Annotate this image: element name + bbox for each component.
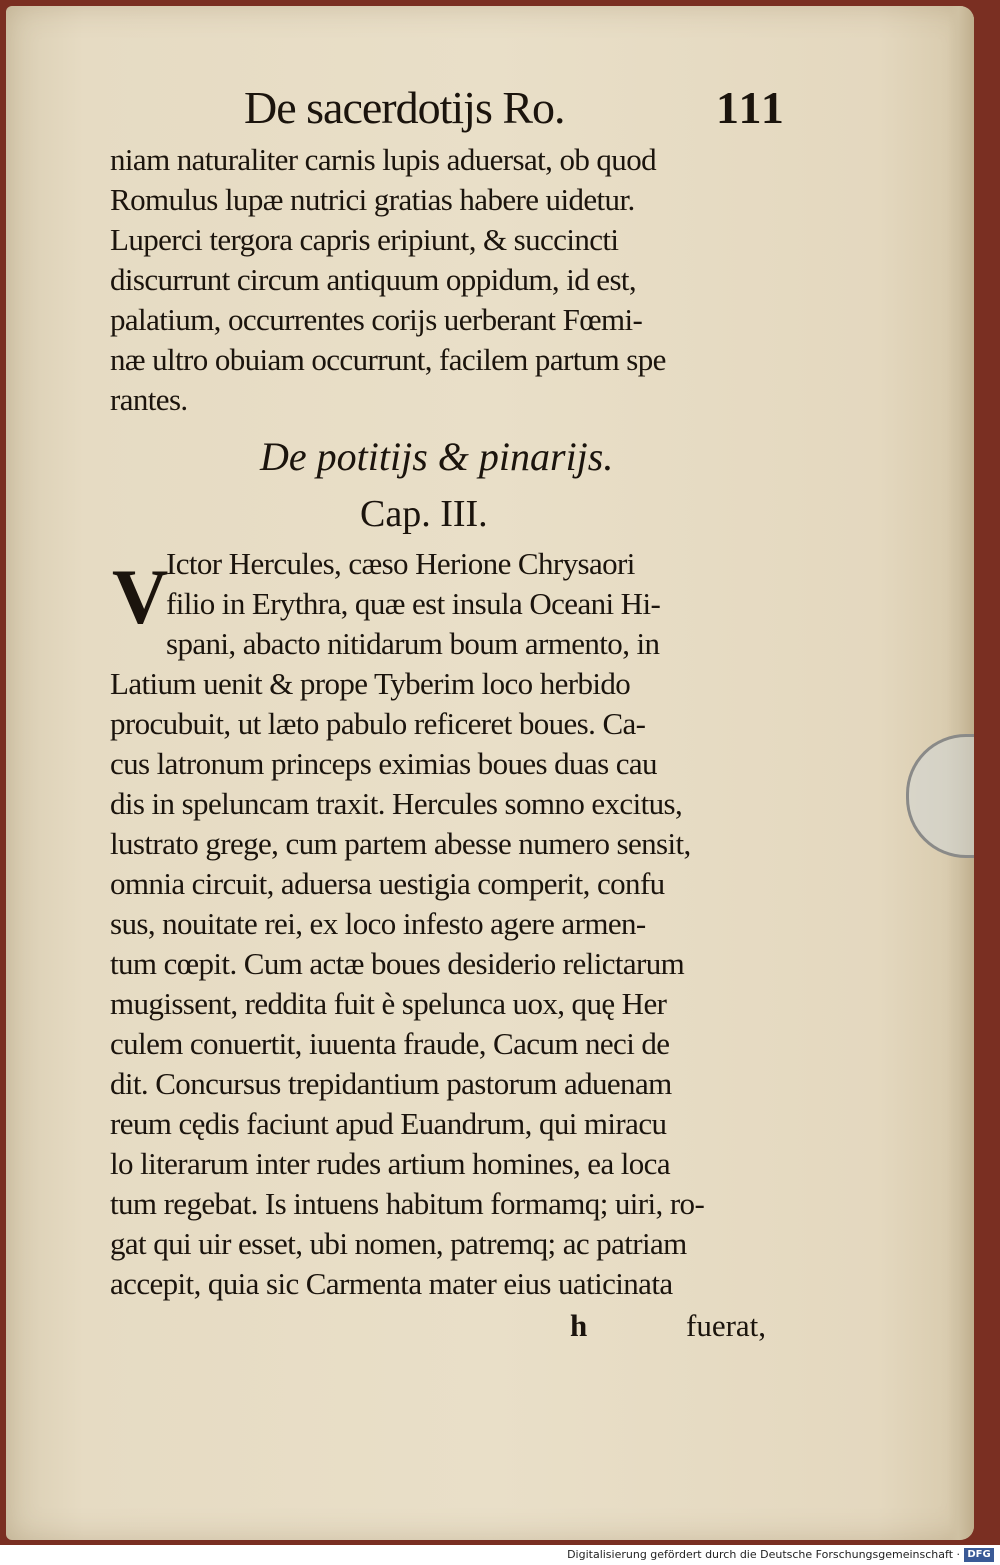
text-line: culem conuertit, iuuenta fraude, Cacum neci de <box>110 1026 670 1061</box>
text-line: dis in speluncam traxit. Hercules somno excitus, <box>110 786 683 821</box>
text-line: spani, abacto nitidarum boum armento, in <box>166 626 660 661</box>
page-text-block <box>110 76 810 1348</box>
text-line: tum regebat. Is intuens habitum formamq; uiri, ro- <box>110 1186 705 1221</box>
text-line: procubuit, ut læto pabulo reficeret boues. Ca- <box>110 706 646 741</box>
text-line: reum cędis faciunt apud Euandrum, qui miracu <box>110 1106 667 1141</box>
running-title: De sacerdotijs Ro. <box>244 82 565 133</box>
running-header <box>110 76 810 140</box>
dfg-logo: DFG <box>964 1548 994 1562</box>
text-line: lustrato grege, cum partem abesse numero sensit, <box>110 826 691 861</box>
catchword: fuerat, <box>686 1308 767 1343</box>
text-line: niam naturaliter carnis lupis aduersat, ob quod <box>110 142 656 177</box>
text-line: Latium uenit & prope Tyberim loco herbido <box>110 666 631 701</box>
text-line: dit. Concursus trepidantium pastorum aduenam <box>110 1066 672 1101</box>
text-line: filio in Erythra, quæ est insula Oceani Hi- <box>166 586 661 621</box>
text-line: Romulus lupæ nutrici gratias habere uidetur. <box>110 182 635 217</box>
text-line: mugissent, reddita fuit è spelunca uox, quę Her <box>110 986 667 1021</box>
text-line: rantes. <box>110 382 188 417</box>
text-line: omnia circuit, aduersa uestigia comperit, confu <box>110 866 665 901</box>
catchline <box>110 1304 810 1348</box>
book-page <box>6 6 974 1540</box>
text-line: lo literarum inter rudes artium homines, ea loca <box>110 1146 671 1181</box>
page-clip <box>906 734 974 858</box>
digitization-footer <box>0 1545 1000 1565</box>
section-title: De potitijs & pinarijs. <box>260 434 614 479</box>
text-line: discurrunt circum antiquum oppidum, id est, <box>110 262 637 297</box>
text-line: palatium, occurrentes corijs uerberant Fœmi- <box>110 302 643 337</box>
footer-credit: Digitalisierung gefördert durch die Deutsche Forschungsgemeinschaft · <box>567 1548 960 1561</box>
folio-number: 111 <box>716 82 786 133</box>
paragraph-1 <box>110 140 810 420</box>
signature-mark: h <box>570 1308 588 1343</box>
text-line: accepit, quia sic Carmenta mater eius uaticinata <box>110 1266 673 1301</box>
text-line: sus, nouitate rei, ex loco infesto agere armen- <box>110 906 646 941</box>
text-line: cus latronum princeps eximias boues duas cau <box>110 746 657 781</box>
initial-capital: V <box>112 553 169 640</box>
chapter-heading: Cap. III. <box>360 493 488 535</box>
text-line: Ictor Hercules, cæso Herione Chrysaori <box>166 546 635 581</box>
text-line: Luperci tergora capris eripiunt, & succincti <box>110 222 619 257</box>
paragraph-2 <box>110 544 810 1304</box>
text-line: gat qui uir esset, ubi nomen, patremq; ac patriam <box>110 1226 687 1261</box>
text-line: næ ultro obuiam occurrunt, facilem partum spe <box>110 342 666 377</box>
text-line: tum cœpit. Cum actæ boues desiderio relictarum <box>110 946 685 981</box>
